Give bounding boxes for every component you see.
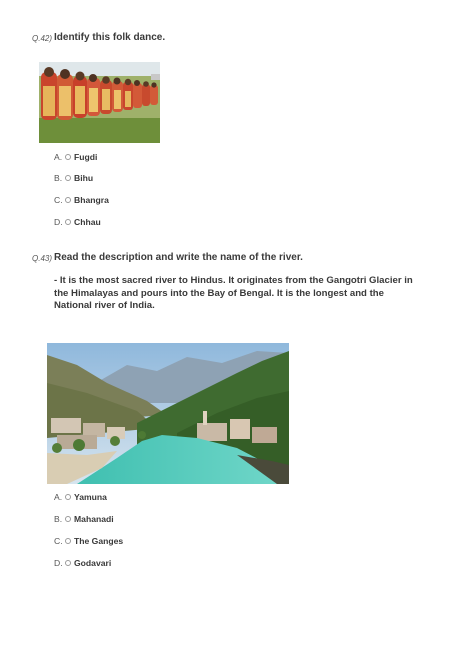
q42-option-a[interactable]: A. Fugdi — [54, 152, 98, 162]
q43-description: - It is the most sacred river to Hindus. It originates from the Gangotri Glacier in the Himalayas and pours into the Bay of Bengal. It is the longest and the National river of India. — [54, 275, 413, 311]
q43-option-c[interactable]: C. The Ganges — [54, 536, 124, 546]
q42-option-d[interactable]: D. Chhau — [54, 217, 101, 227]
radio-icon[interactable] — [65, 197, 71, 203]
q43-option-b[interactable]: B. Mahanadi — [54, 514, 114, 524]
q42-question: Identify this folk dance. — [54, 32, 166, 43]
bihu-dance-photo — [39, 62, 160, 143]
radio-icon[interactable] — [65, 560, 71, 566]
q42-number: Q.42) — [32, 34, 53, 43]
q42-option-c[interactable]: C. Bhangra — [54, 195, 109, 205]
radio-icon[interactable] — [65, 538, 71, 544]
q43-question: Read the description and write the name of the river. — [54, 252, 303, 263]
river-valley-photo — [47, 343, 289, 484]
radio-icon[interactable] — [65, 516, 71, 522]
q42-option-b[interactable]: B. Bihu — [54, 173, 94, 183]
radio-icon[interactable] — [65, 219, 71, 225]
q43-option-a[interactable]: A. Yamuna — [54, 492, 107, 502]
radio-icon[interactable] — [65, 494, 71, 500]
radio-icon[interactable] — [65, 175, 71, 181]
q43-number: Q.43) — [32, 254, 53, 263]
radio-icon[interactable] — [65, 154, 71, 160]
q43-option-d[interactable]: D. Godavari — [54, 558, 112, 568]
